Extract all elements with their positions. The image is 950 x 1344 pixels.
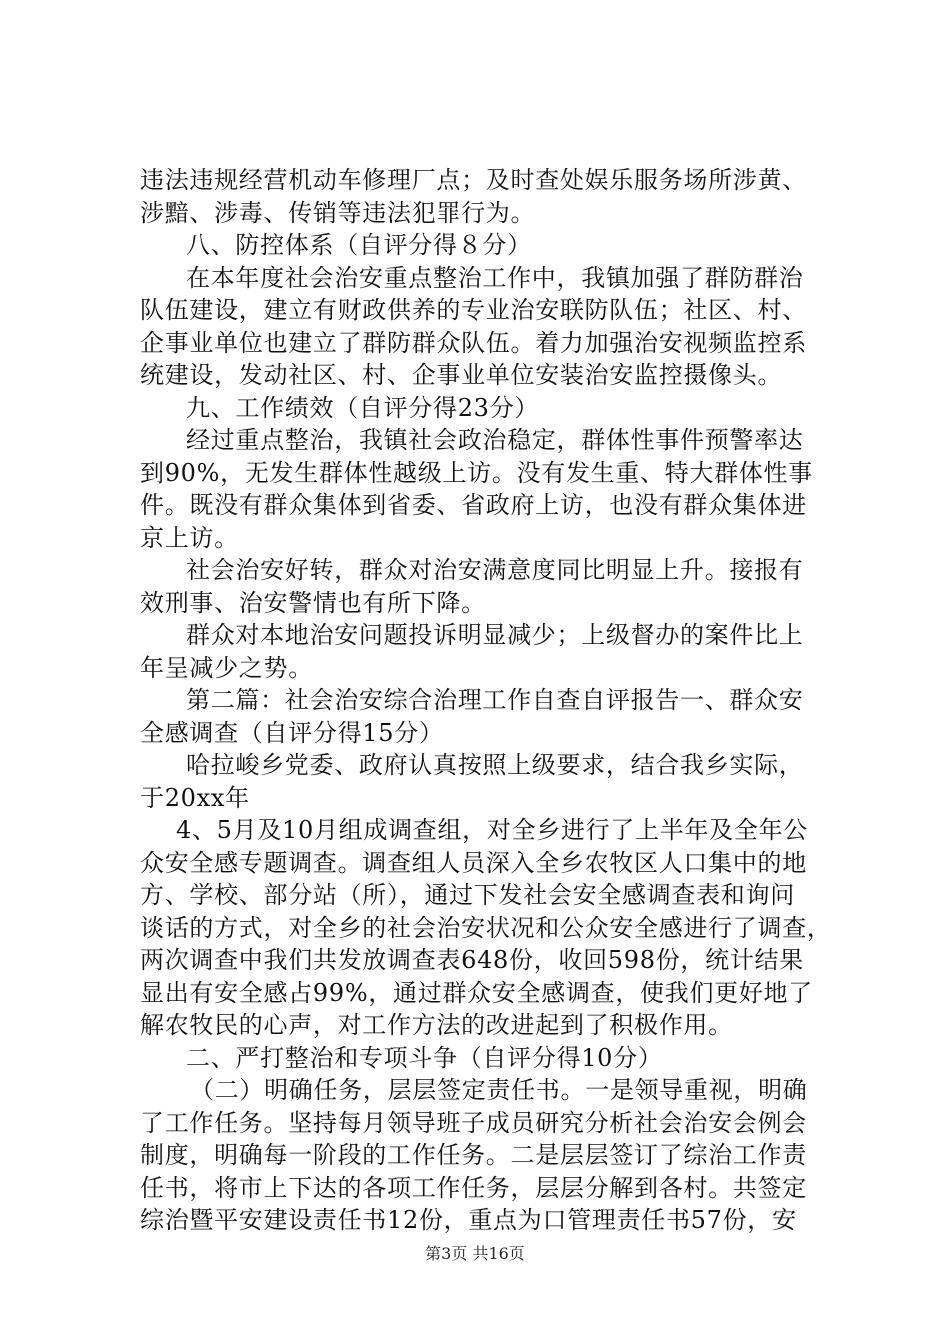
text-line: 到90%，无发生群体性越级上访。没有发生重、特大群体性事 — [140, 458, 813, 487]
text-line: 统建设，发动社区、村、企事业单位安装治安监控摄像头。 — [140, 361, 783, 389]
text-line: 群众对本地治安问题投诉明显减少；上级督办的案件比上 — [186, 621, 804, 649]
text-line: 年呈减少之势。 — [140, 653, 313, 682]
text-line: 京上访。 — [140, 523, 239, 552]
text-line: 谈话的方式，对全乡的社会治安状况和公众安全感进行了调查， — [140, 913, 832, 942]
text-line: 企事业单位也建立了群防群众队伍。着力加强治安视频监控系 — [140, 328, 807, 357]
text-line: 全感调查（自评分得15分） — [140, 718, 444, 747]
text-line: 解农牧民的心声，对工作方法的改进起到了积极作用。 — [140, 1011, 733, 1039]
text-line: 涉黯、涉毒、传销等违法犯罪行为。 — [140, 198, 536, 227]
text-line: 效刑事、治安警情也有所下降。 — [140, 588, 486, 617]
text-line: 违法违规经营机动车修理厂点；及时查处娱乐服务场所涉黄、 — [140, 166, 807, 194]
text-line: 队伍建设，建立有财政供养的专业治安联防队伍；社区、村、 — [140, 296, 807, 324]
text-line: 件。既没有群众集体到省委、省政府上访，也没有群众集体进 — [140, 491, 807, 519]
text-line: 4、5月及10月组成调查组，对全乡进行了上半年及全年公 — [176, 816, 808, 844]
text-line: 众安全感专题调查。调查组人员深入全乡农牧区人口集中的地 — [140, 848, 807, 877]
section-heading: 二、严打整治和专项斗争（自评分得10分） — [186, 1043, 663, 1072]
text-line: 任书，将市上下达的各项工作任务，层层分解到各村。共签定 — [140, 1173, 807, 1202]
text-line: 经过重点整治，我镇社会政治稳定，群体性事件预警率达 — [186, 426, 804, 454]
text-line: 方、学校、部分站（所），通过下发社会安全感调查表和询问 — [140, 881, 795, 909]
document-body — [140, 164, 840, 1237]
section-heading: 八、防控体系（自评分得８分） — [186, 231, 532, 259]
text-line: （二）明确任务，层层签定责任书。一是领导重视，明确 — [190, 1076, 808, 1104]
text-line: 在本年度社会治安重点整治工作中，我镇加强了群防群治 — [186, 263, 804, 292]
text-line: 哈拉峻乡党委、政府认真按照上级要求，结合我乡实际， — [186, 751, 804, 779]
text-line: 综治暨平安建设责任书12份，重点为口管理责任书57份，安 — [140, 1206, 797, 1234]
page-number-footer: 第3页 共16页 — [425, 1244, 525, 1263]
section-heading: 第二篇：社会治安综合治理工作自查自评报告一、群众安 — [186, 686, 804, 714]
text-line: 于20xx年 — [140, 783, 250, 812]
text-line: 制度，明确每一阶段的工作任务。二是层层签订了综治工作责 — [140, 1141, 807, 1169]
text-line: 社会治安好转，群众对治安满意度同比明显上升。接报有 — [186, 556, 804, 584]
text-line: 两次调查中我们共发放调查表648份，收回598份，统计结果 — [140, 946, 804, 974]
text-line: 显出有安全感占99%，通过群众安全感调查，使我们更好地了 — [140, 978, 813, 1007]
section-heading: 九、工作绩效（自评分得23分） — [186, 393, 540, 422]
text-line: 了工作任务。坚持每月领导班子成员研究分析社会治安会例会 — [140, 1108, 807, 1137]
